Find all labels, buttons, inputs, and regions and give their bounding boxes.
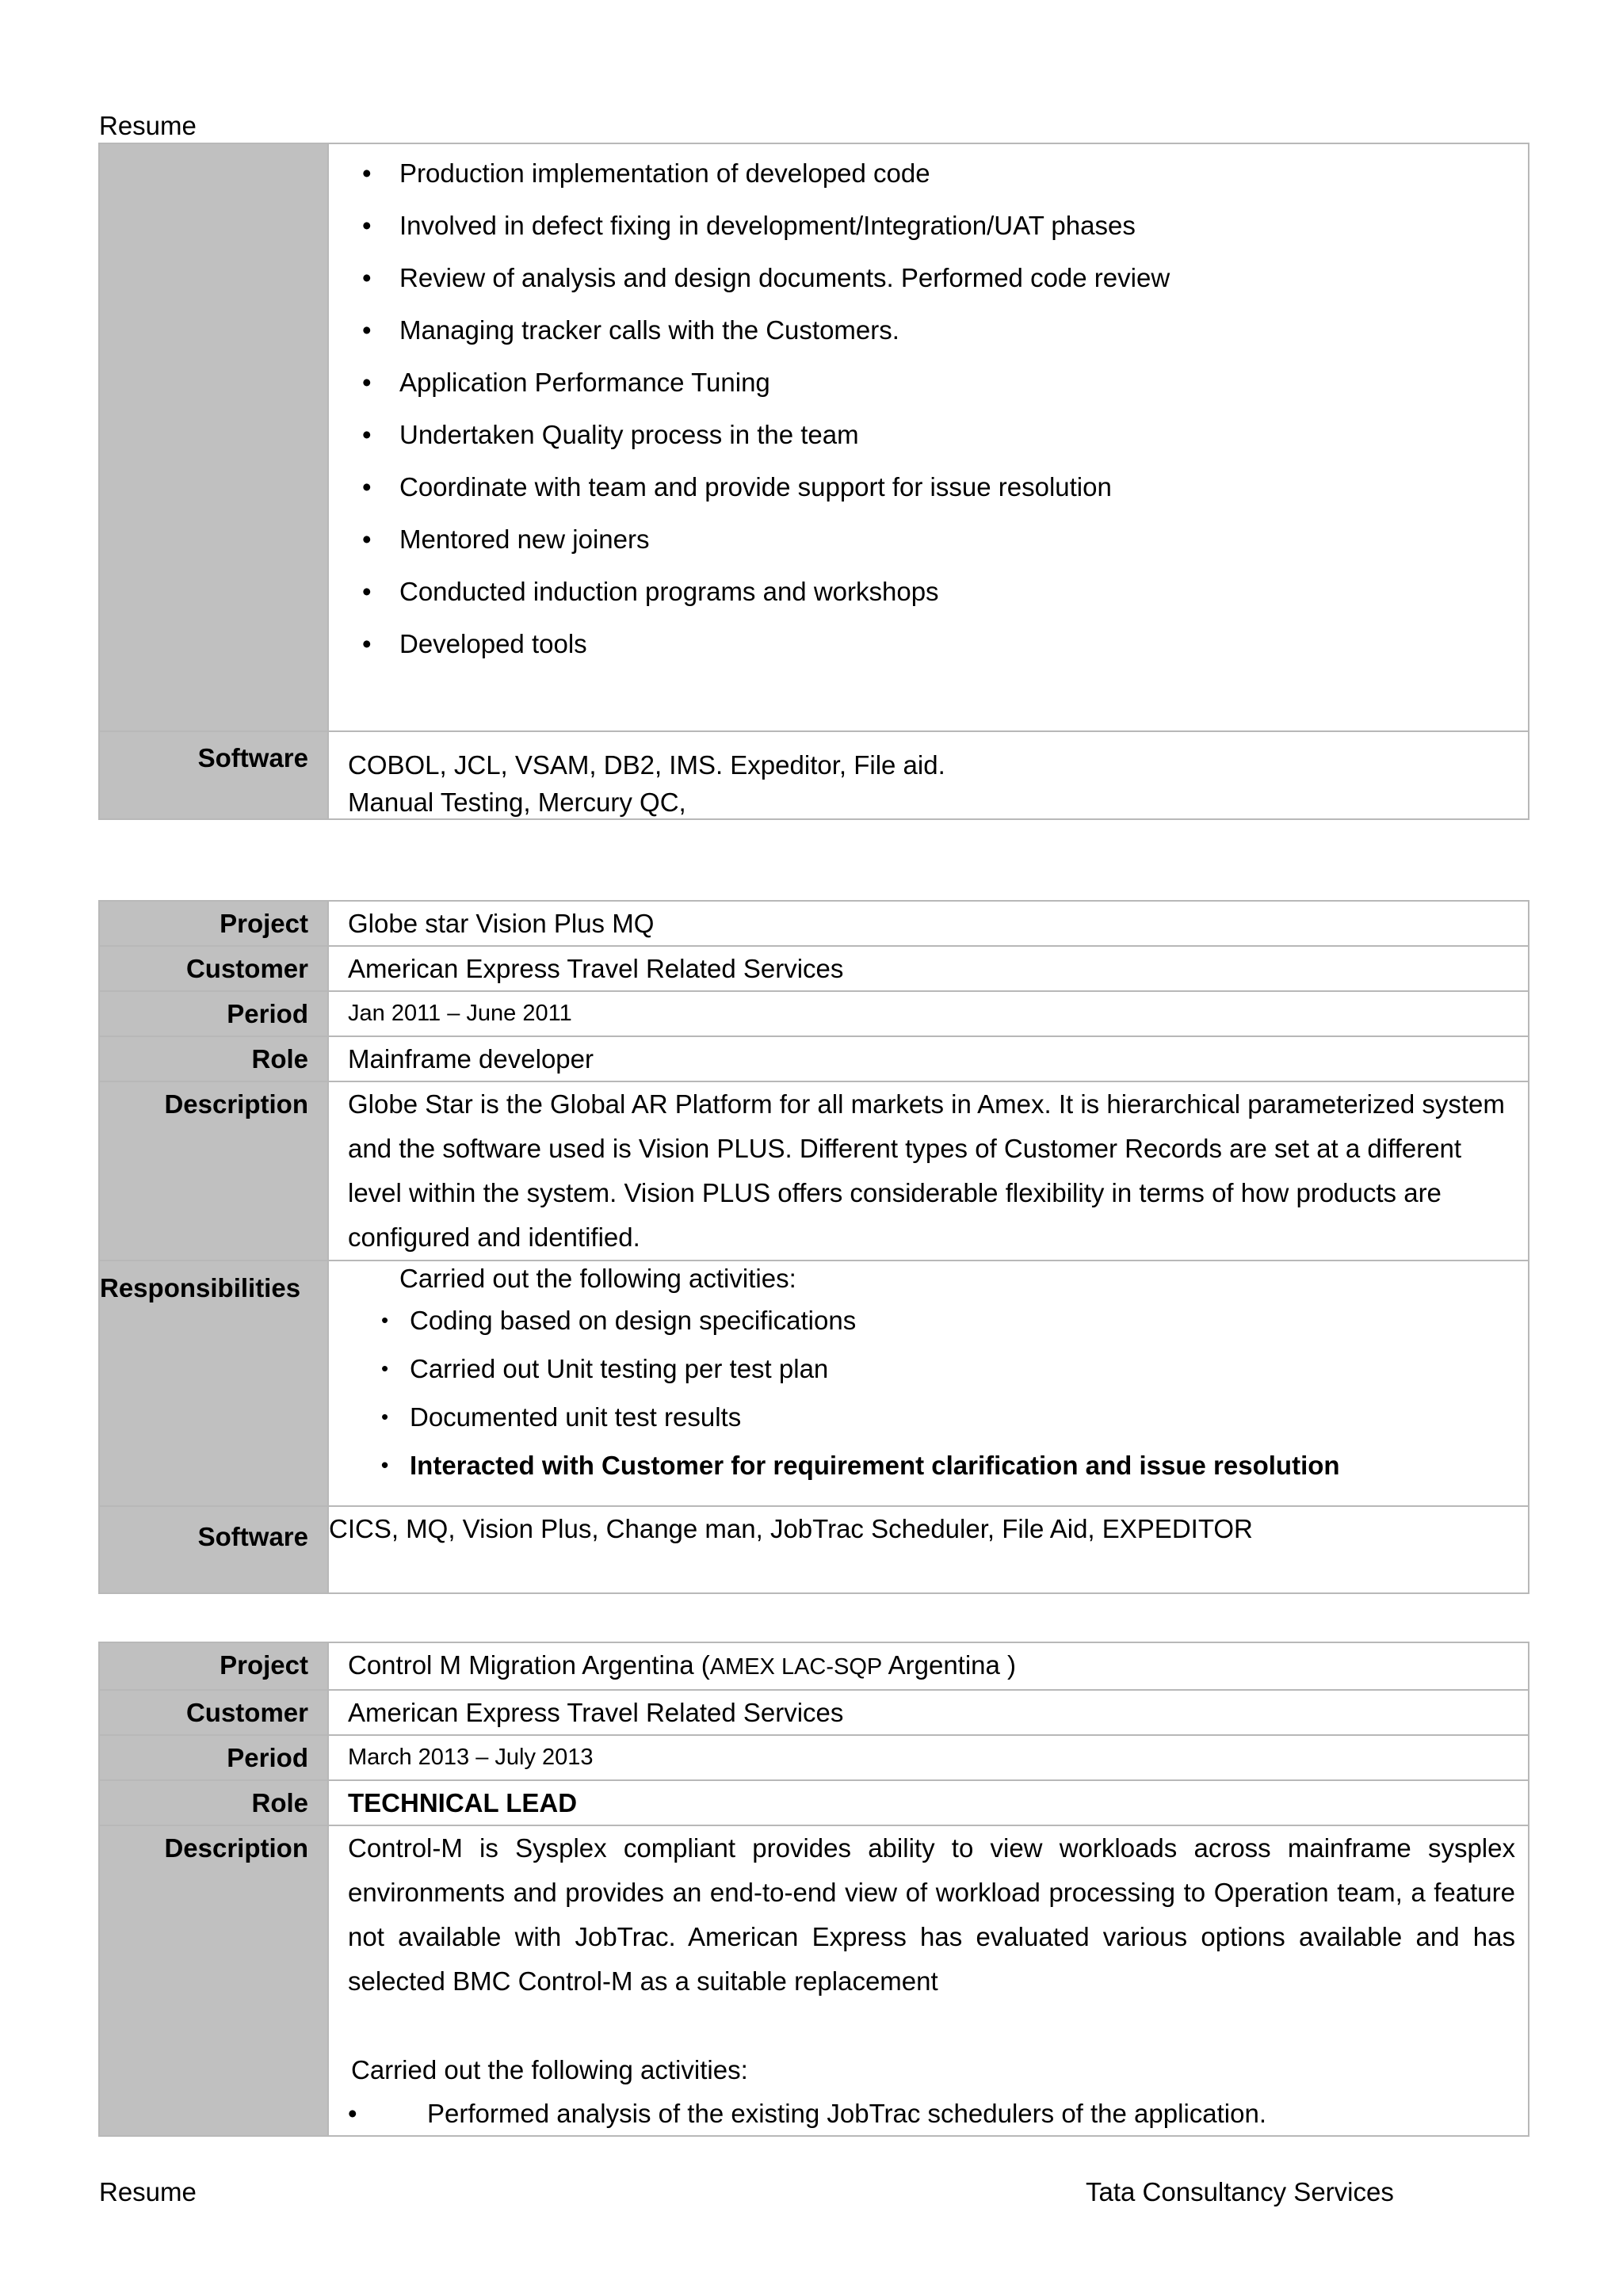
project-code: AMEX LAC-SQP (709, 1654, 883, 1680)
project-label: Project (99, 1642, 328, 1690)
role-label: Role (99, 1036, 328, 1081)
software-line: Manual Testing, Mercury QC, (348, 788, 686, 817)
previous-project-continuation-table (98, 143, 1529, 820)
list-item: • Managing tracker calls with the Customers. (348, 304, 1528, 357)
footer-company-name: Tata Consultancy Services (1086, 2177, 1394, 2206)
customer-label: Customer (99, 1690, 328, 1735)
role-value: Mainframe developer (328, 1036, 1529, 1081)
period-label: Period (99, 1735, 328, 1780)
software-label: Software (99, 731, 328, 819)
role-value: TECHNICAL LEAD (328, 1780, 1529, 1825)
description-text: Control-M is Sysplex compliant provides ability to view workloads across mainframe sysplex environments and provides an end-to-end view of workload processing to Operation team, a feature not available with JobTrac. American Express has evaluated various options available and has selected BMC Control-M as a suitable replacement (348, 1833, 1515, 1996)
list-item: • Carried out Unit testing per test plan (329, 1344, 1528, 1393)
list-item: • Conducted induction programs and workshops (348, 566, 1528, 618)
footer-left-text: Resume (99, 2177, 197, 2206)
list-item: • Undertaken Quality process in the team (348, 409, 1528, 461)
responsibilities-value (328, 1261, 1529, 1506)
responsibilities-bullet-list (348, 147, 1528, 670)
project-globe-star-table (98, 900, 1529, 1594)
software-line: COBOL, JCL, VSAM, DB2, IMS. Expeditor, File aid. (348, 750, 945, 780)
period-label: Period (99, 991, 328, 1036)
customer-label: Customer (99, 946, 328, 991)
software-value: CICS, MQ, Vision Plus, Change man, JobTrac Scheduler, File Aid, EXPEDITOR (328, 1506, 1529, 1593)
list-item: • Application Performance Tuning (348, 357, 1528, 409)
list-item: • Review of analysis and design documents. Performed code review (348, 252, 1528, 304)
activities-intro: Carried out the following activities: (351, 2055, 748, 2084)
project-control-m-table (98, 1642, 1529, 2137)
responsibilities-label: Responsibilities (99, 1261, 328, 1506)
list-item: • Documented unit test results (329, 1393, 1528, 1441)
activity-text: Performed analysis of the existing JobTrac schedulers of the application. (427, 2099, 1266, 2128)
list-item: • Developed tools (348, 618, 1528, 670)
list-item: • Production implementation of developed code (348, 147, 1528, 200)
list-item: • Coordinate with team and provide support for issue resolution (348, 461, 1528, 513)
software-label: Software (99, 1506, 328, 1593)
description-value (328, 1825, 1529, 2136)
customer-value: American Express Travel Related Services (328, 946, 1529, 991)
software-value (328, 731, 1529, 819)
description-label: Description (99, 1081, 328, 1261)
responsibilities-list-cell (328, 143, 1529, 731)
project-name: Control M Migration Argentina ( (348, 1650, 710, 1680)
bullet-icon: • (348, 2099, 357, 2128)
project-value (328, 1642, 1529, 1690)
list-item (348, 2092, 1528, 2135)
project-location: Argentina ) (882, 1650, 1017, 1680)
empty-label-cell (99, 143, 328, 731)
period-value: Jan 2011 – June 2011 (328, 991, 1529, 1036)
role-label: Role (99, 1780, 328, 1825)
list-item: • Coding based on design specifications (329, 1296, 1528, 1344)
responsibilities-intro: Carried out the following activities: (399, 1264, 796, 1293)
responsibilities-bullet-list (329, 1296, 1528, 1489)
customer-value: American Express Travel Related Services (328, 1690, 1529, 1735)
list-item: • Involved in defect fixing in development/Integration/UAT phases (348, 200, 1528, 252)
description-value: Globe Star is the Global AR Platform for all markets in Amex. It is hierarchical parameterized system and the software used is Vision PLUS. Different types of Customer Records are set at a different level within the system. Vision PLUS offers considerable flexibility in terms of how products are configured and identified. (328, 1081, 1529, 1261)
project-value: Globe star Vision Plus MQ (328, 901, 1529, 946)
list-item: • Mentored new joiners (348, 513, 1528, 566)
page-header: Resume (99, 111, 197, 140)
period-value: March 2013 – July 2013 (328, 1735, 1529, 1780)
description-label: Description (99, 1825, 328, 2136)
list-item: • Interacted with Customer for requirement clarification and issue resolution (329, 1441, 1528, 1489)
project-label: Project (99, 901, 328, 946)
